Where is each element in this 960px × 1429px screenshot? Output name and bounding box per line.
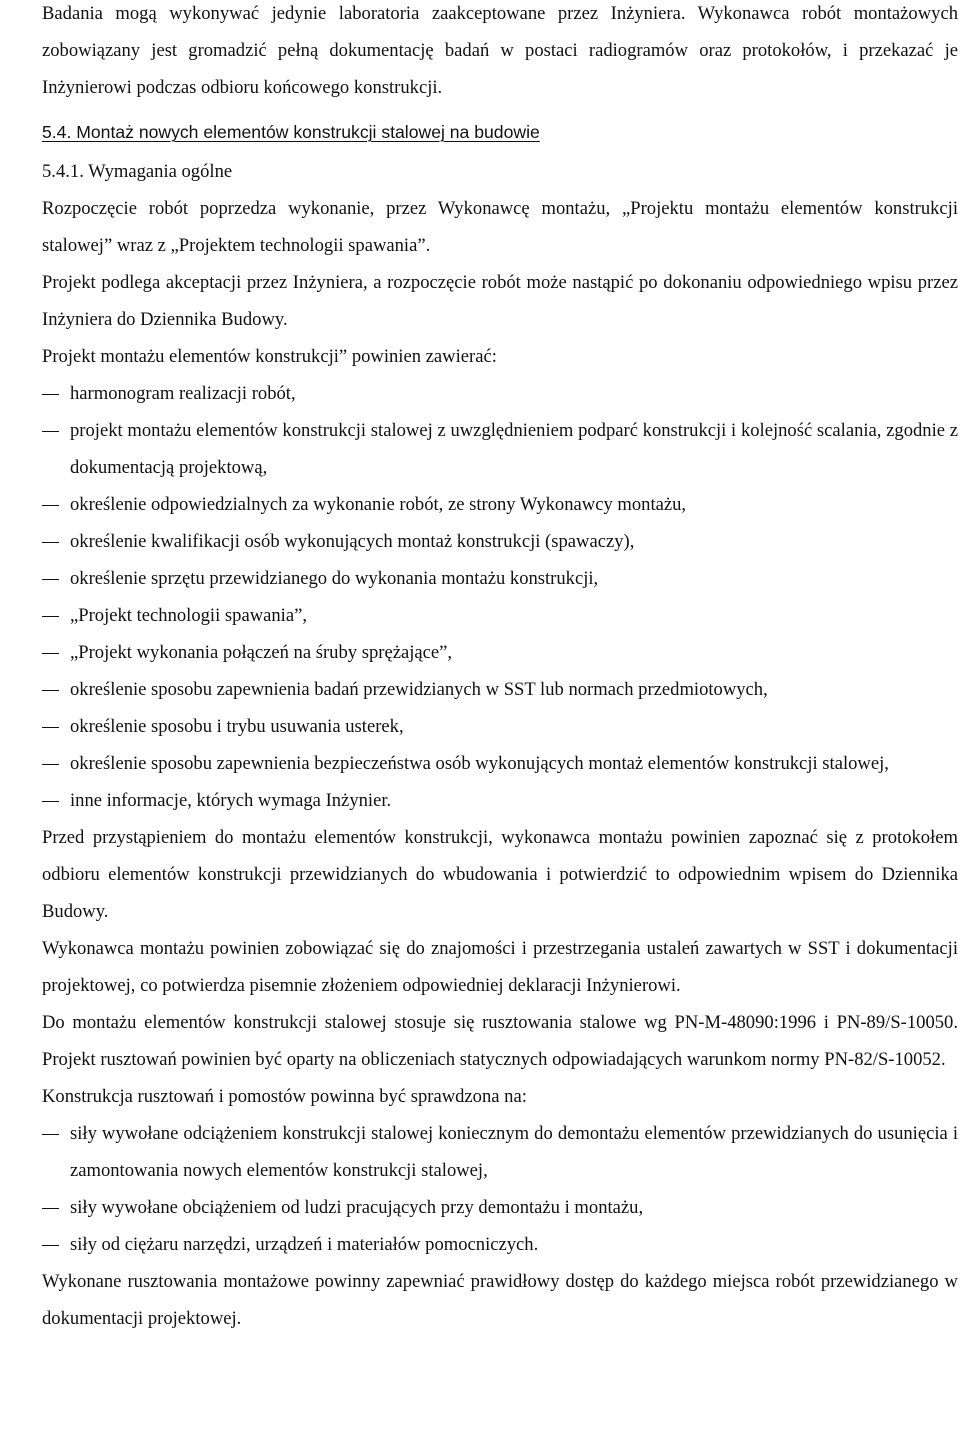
list-item [42,671,958,708]
list-item-text: określenie sposobu zapewnienia badań przewidzianych w SST lub normach przedmiotowych, [70,679,768,700]
list-item [42,560,958,597]
section-heading: 5.4. Montaż nowych elementów konstrukcji stalowej na budowie [42,122,540,142]
list-item [42,782,958,819]
list-item-text: siły wywołane obciążeniem od ludzi pracujących przy demontażu i montażu, [70,1197,644,1218]
list-item-text: inne informacje, których wymaga Inżynier. [70,790,392,811]
dash-bullet-icon [42,1189,60,1226]
dash-bullet-icon [42,1226,60,1263]
list-item-text: określenie kwalifikacji osób wykonujących montaż konstrukcji (spawaczy), [70,531,635,552]
dash-bullet-icon [42,412,60,449]
list-item [42,708,958,745]
list-item [42,1115,958,1189]
document-page [42,0,958,1337]
dash-bullet-icon [42,375,60,412]
list-item-text: określenie sposobu zapewnienia bezpieczeństwa osób wykonujących montaż elementów konstrukcji stalowej, [70,753,889,774]
list-item [42,486,958,523]
subsection-heading: 5.4.1. Wymagania ogólne [42,161,233,182]
list-item-text: siły od ciężaru narzędzi, urządzeń i materiałów pomocniczych. [70,1234,539,1255]
paragraph-contractor-obligation: Wykonawca montażu powinien zobowiązać się do znajomości i przestrzegania ustaleń zawartych w SST i dokumentacji projektowej, co potwierdza pisemnie złożeniem odpowiedniej deklaracji Inżynierowi. [42,938,958,996]
dash-bullet-icon [42,597,60,634]
dash-bullet-icon [42,634,60,671]
list-item [42,412,958,486]
list-item-text: siły wywołane odciążeniem konstrukcji stalowej koniecznym do demontażu elementów przewidzianych do usunięcia i zamontowania nowych elementów konstrukcji stalowej, [70,1123,958,1181]
list-item [42,597,958,634]
paragraph-project-requirement: Rozpoczęcie robót poprzedza wykonanie, przez Wykonawcę montażu, „Projektu montażu elementów konstrukcji stalowej” wraz z „Projektem technologii spawania”. [42,198,958,256]
list-item [42,375,958,412]
list-item [42,745,958,782]
dash-bullet-icon [42,745,60,782]
paragraph-scaffolding-standards: Do montażu elementów konstrukcji stalowej stosuje się rusztowania stalowe wg PN-M-48090:1996 i PN-89/S-10050. Projekt rusztowań powinien być oparty na obliczeniach statycznych odpowiadających warunkom normy PN-82/S-10052. [42,1012,958,1070]
list-item [42,1189,958,1226]
paragraph-acceptance: Projekt podlega akceptacji przez Inżyniera, a rozpoczęcie robót może nastąpić po dokonaniu odpowiedniego wpisu przez Inżyniera do Dziennika Budowy. [42,272,958,330]
dash-bullet-icon [42,782,60,819]
intro-paragraph: Badania mogą wykonywać jedynie laboratoria zaakceptowane przez Inżyniera. Wykonawca robót montażowych zobowiązany jest gromadzić pełną dokumentację badań w postaci radiogramów oraz protokołów, i przekazać je Inżynierowi podczas odbioru końcowego konstrukcji. [42,3,958,98]
dash-bullet-icon [42,671,60,708]
paragraph-project-contents-intro: Projekt montażu elementów konstrukcji” powinien zawierać: [42,346,497,367]
list-item [42,523,958,560]
dash-bullet-icon [42,486,60,523]
list-item-text: określenie odpowiedzialnych za wykonanie robót, ze strony Wykonawcy montażu, [70,494,687,515]
paragraph-protocol-review: Przed przystąpieniem do montażu elementów konstrukcji, wykonawca montażu powinien zapoznać się z protokołem odbioru elementów konstrukcji przewidzianych do wbudowania i potwierdzić to odpowiednim wpisem do Dziennika Budowy. [42,827,958,922]
list-item-text: „Projekt wykonania połączeń na śruby sprężające”, [70,642,453,663]
list-item-text: projekt montażu elementów konstrukcji stalowej z uwzględnieniem podparć konstrukcji i kolejność scalania, zgodnie z dokumentacją projektową, [70,420,958,478]
list-item-text: określenie sposobu i trybu usuwania usterek, [70,716,404,737]
list-item-text: „Projekt technologii spawania”, [70,605,307,626]
dash-bullet-icon [42,560,60,597]
project-contents-list [42,375,958,819]
list-item-text: harmonogram realizacji robót, [70,383,296,404]
dash-bullet-icon [42,523,60,560]
list-item [42,1226,958,1263]
paragraph-scaffolding-checks-intro: Konstrukcja rusztowań i pomostów powinna być sprawdzona na: [42,1086,527,1107]
list-item [42,634,958,671]
dash-bullet-icon [42,1115,60,1152]
paragraph-scaffolding-access: Wykonane rusztowania montażowe powinny zapewniać prawidłowy dostęp do każdego miejsca robót przewidzianego w dokumentacji projektowej. [42,1271,958,1329]
scaffolding-checks-list [42,1115,958,1263]
list-item-text: określenie sprzętu przewidzianego do wykonania montażu konstrukcji, [70,568,599,589]
dash-bullet-icon [42,708,60,745]
